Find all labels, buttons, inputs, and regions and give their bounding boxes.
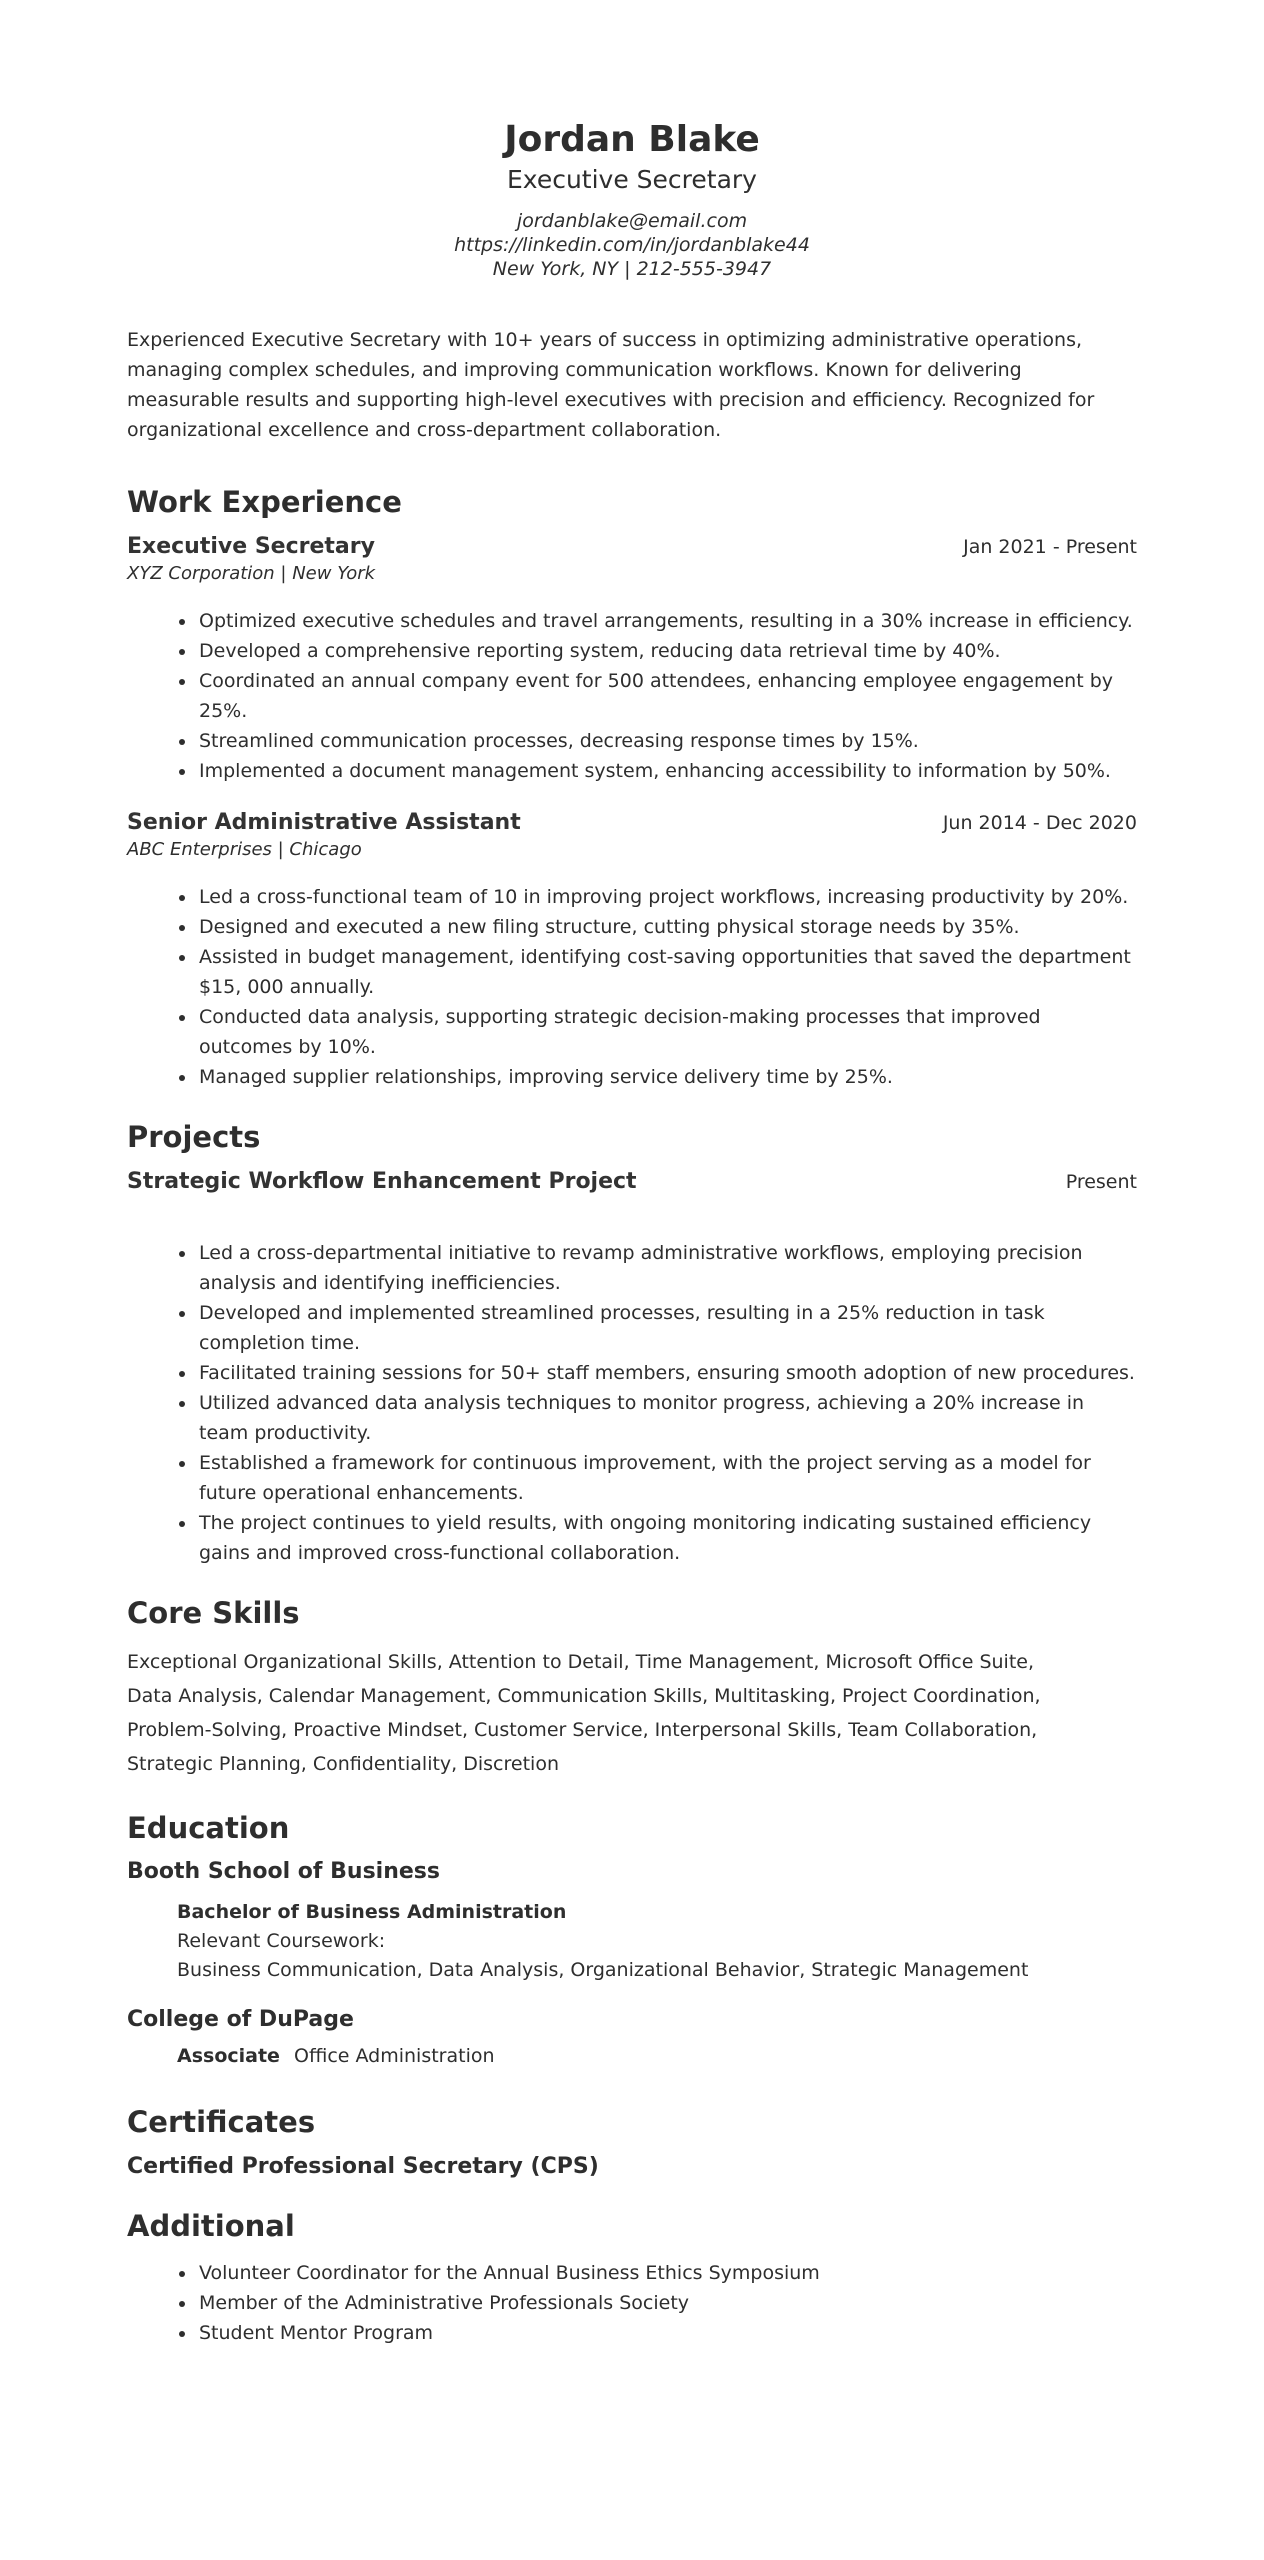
list-item: • Implemented a document management system, enhancing accessibility to information by 50%. bbox=[197, 756, 1137, 786]
contact-email[interactable]: jordanblake@email.com bbox=[516, 210, 748, 233]
coursework-label: Relevant Coursework: bbox=[177, 1930, 386, 1953]
education-entry bbox=[127, 1859, 1137, 1985]
job-company: ABC Enterprises | Chicago bbox=[127, 838, 362, 860]
education-entry bbox=[127, 2007, 1137, 2071]
list-item: • Established a framework for continuous improvement, with the project serving as a model for future operational enhancements. bbox=[197, 1448, 1137, 1508]
list-item: • Student Mentor Program bbox=[197, 2318, 1137, 2348]
project-title: Strategic Workflow Enhancement Project bbox=[127, 1168, 637, 1194]
candidate-name: Jordan Blake bbox=[504, 119, 760, 160]
list-item: • Assisted in budget management, identifying cost-saving opportunities that saved the department $15, 000 annually. bbox=[197, 942, 1137, 1002]
section-title-education: Education bbox=[127, 1810, 290, 1845]
list-item: • Led a cross-functional team of 10 in improving project workflows, increasing productivity by 20%. bbox=[197, 882, 1137, 912]
contact-location-phone: New York, NY | 212-555-3947 bbox=[492, 258, 772, 281]
job-bullets bbox=[127, 606, 1137, 786]
job-date: Jun 2014 - Dec 2020 bbox=[942, 811, 1137, 834]
project-date: Present bbox=[1065, 1170, 1137, 1193]
list-item: • Streamlined communication processes, decreasing response times by 15%. bbox=[197, 726, 1137, 756]
job-title: Senior Administrative Assistant bbox=[127, 809, 521, 835]
project-entry bbox=[127, 1169, 1137, 1568]
list-item: • The project continues to yield results, with ongoing monitoring indicating sustained efficiency gains and improved cross-functional collaboration. bbox=[197, 1508, 1137, 1568]
job-entry bbox=[127, 534, 1137, 786]
degree-field: Office Administration bbox=[294, 2045, 495, 2068]
resume-page bbox=[127, 118, 1137, 2348]
section-title-projects: Projects bbox=[127, 1119, 261, 1154]
list-item: • Optimized executive schedules and travel arrangements, resulting in a 30% increase in efficiency. bbox=[197, 606, 1137, 636]
project-bullets bbox=[127, 1238, 1137, 1568]
list-item: • Member of the Administrative Professionals Society bbox=[197, 2288, 1137, 2318]
list-item: • Conducted data analysis, supporting strategic decision-making processes that improved outcomes by 10%. bbox=[197, 1002, 1137, 1062]
coursework-list: Business Communication, Data Analysis, Organizational Behavior, Strategic Management bbox=[177, 1959, 1029, 1982]
list-item: • Developed a comprehensive reporting system, reducing data retrieval time by 40%. bbox=[197, 636, 1137, 666]
list-item: • Utilized advanced data analysis techniques to monitor progress, achieving a 20% increase in team productivity. bbox=[197, 1388, 1137, 1448]
list-item: • Coordinated an annual company event for 500 attendees, enhancing employee engagement by 25%. bbox=[197, 666, 1137, 726]
contact-info bbox=[127, 209, 1137, 281]
candidate-title: Executive Secretary bbox=[507, 165, 757, 195]
list-item: • Facilitated training sessions for 50+ staff members, ensuring smooth adoption of new procedures. bbox=[197, 1358, 1137, 1388]
section-title-work-experience: Work Experience bbox=[127, 485, 402, 520]
section-title-certificates: Certificates bbox=[127, 2105, 316, 2140]
degree-name: Associate bbox=[177, 2045, 280, 2068]
additional-list bbox=[127, 2258, 1137, 2348]
school-name: College of DuPage bbox=[127, 2007, 354, 2033]
professional-summary: Experienced Executive Secretary with 10+ years of success in optimizing administrative operations, managing complex schedules, and improving communication workflows. Known for delivering measurable results and supporting high-level executives with precision and efficiency. Recognized for organizational excellence and cross-department collaboration. bbox=[127, 329, 1095, 442]
degree-name: Bachelor of Business Administration bbox=[177, 1901, 567, 1924]
list-item: • Developed and implemented streamlined processes, resulting in a 25% reduction in task completion time. bbox=[197, 1298, 1137, 1358]
school-name: Booth School of Business bbox=[127, 1859, 440, 1885]
list-item: • Managed supplier relationships, improving service delivery time by 25%. bbox=[197, 1062, 1137, 1092]
certificate-item: Certified Professional Secretary (CPS) bbox=[127, 2154, 599, 2180]
list-item: • Designed and executed a new filing structure, cutting physical storage needs by 35%. bbox=[197, 912, 1137, 942]
section-title-additional: Additional bbox=[127, 2209, 295, 2244]
resume-header bbox=[127, 118, 1137, 281]
list-item: • Volunteer Coordinator for the Annual Business Ethics Symposium bbox=[197, 2258, 1137, 2288]
job-title: Executive Secretary bbox=[127, 533, 375, 559]
list-item: • Led a cross-departmental initiative to revamp administrative workflows, employing precision analysis and identifying inefficiencies. bbox=[197, 1238, 1137, 1298]
contact-linkedin[interactable]: https://linkedin.com/in/jordanblake44 bbox=[454, 234, 810, 257]
job-entry bbox=[127, 810, 1137, 1092]
job-bullets bbox=[127, 882, 1137, 1092]
job-company: XYZ Corporation | New York bbox=[127, 562, 376, 584]
job-date: Jan 2021 - Present bbox=[963, 535, 1137, 558]
skills-list: Exceptional Organizational Skills, Attention to Detail, Time Management, Microsoft Office Suite, Data Analysis, Calendar Management, Communication Skills, Multitasking, Project Coordination, Problem-Solving, Proactive Mindset, Customer Service, Interpersonal Skills, Team Collaboration, Strategic Planning, Confidentiality, Discretion bbox=[127, 1650, 1041, 1775]
section-title-core-skills: Core Skills bbox=[127, 1595, 300, 1630]
